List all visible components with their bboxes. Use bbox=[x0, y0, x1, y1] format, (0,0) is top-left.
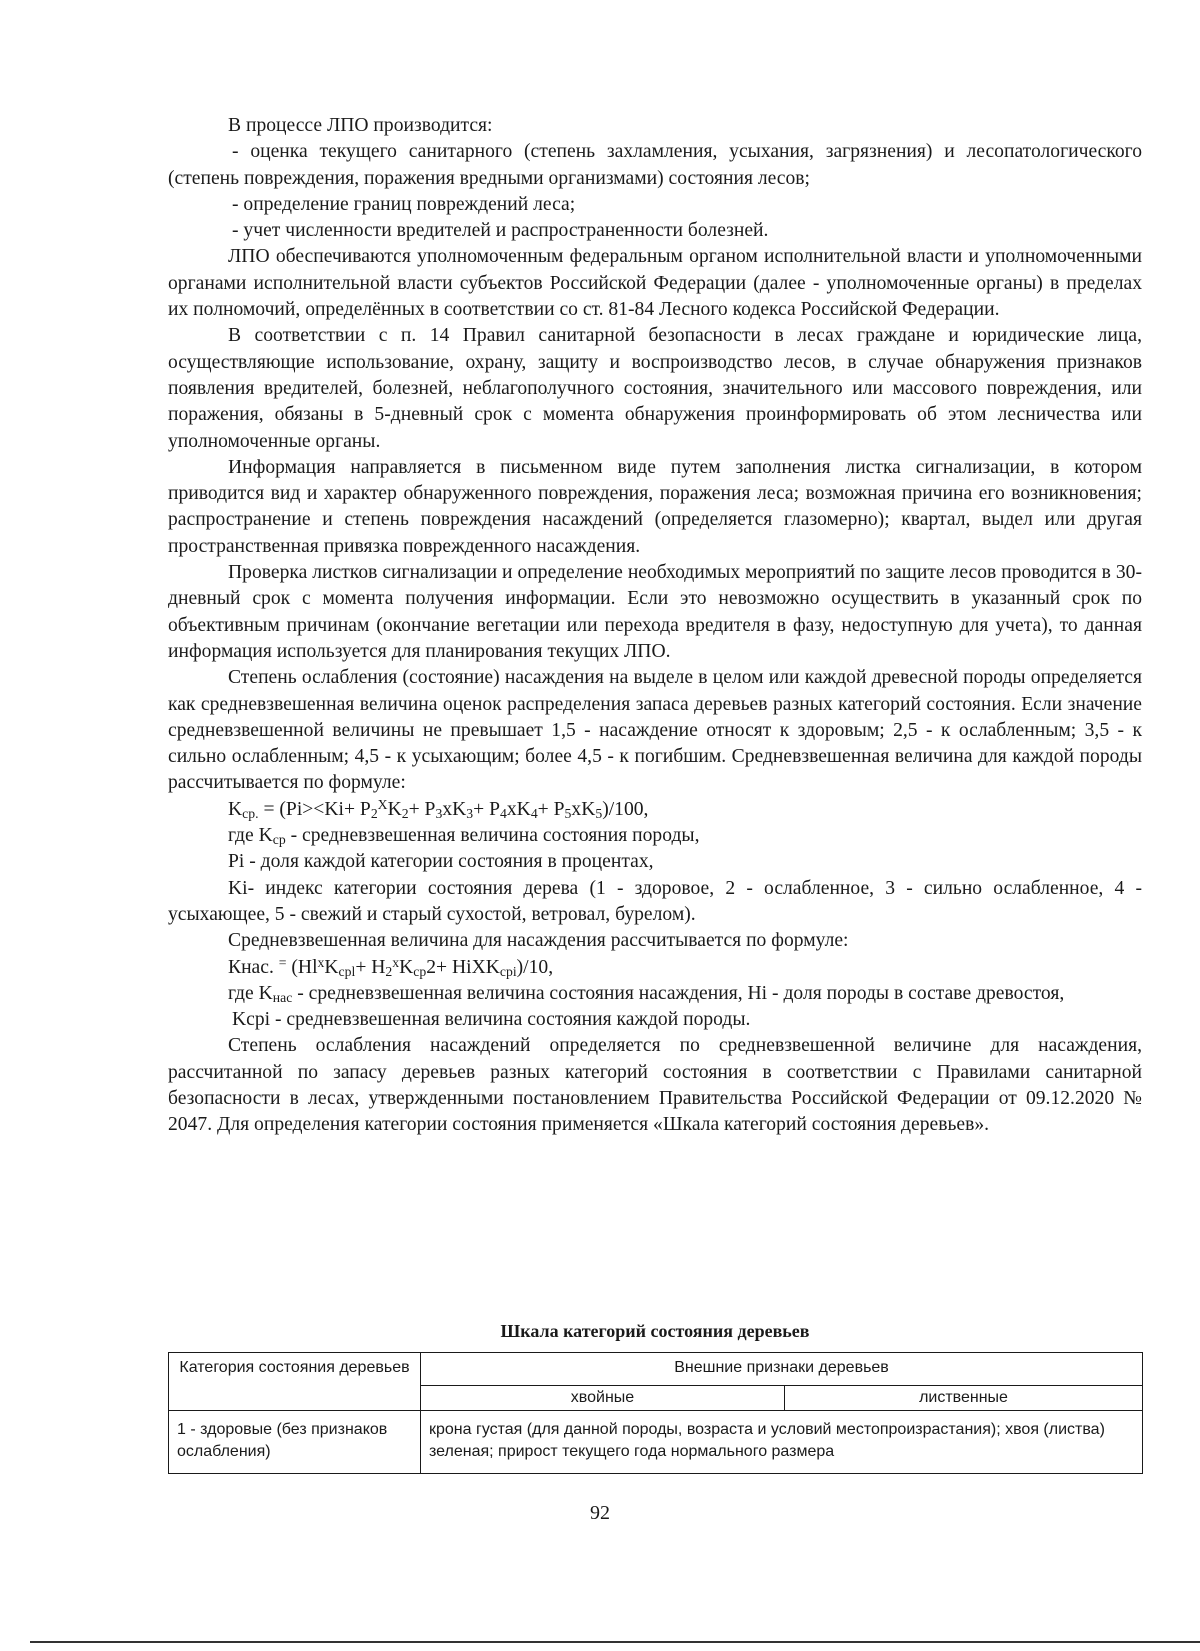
definition-kcpi: Kcpi - средневзвешенная величина состояния каждой породы. bbox=[232, 1009, 751, 1031]
header-deciduous: лиственные bbox=[785, 1386, 1143, 1411]
intro-line: В процессе ЛПО производится: bbox=[228, 115, 493, 136]
bullet-boundaries: - определение границ повреждений леса; bbox=[232, 193, 576, 215]
formula-species: $K_{ср.} = (Pi><Ki+ P_2^XK_2+ P_3xK_3+ P_4xK_4+ P_5xK_5)/100$, bbox=[228, 796, 649, 821]
paragraph-sanitary-rules: В соответствии с п. 14 Правил санитарной безопасности в лесах граждане и юридические лица, осуществляющие использование, охрану, защиту и воспроизводство лесов, в случае обнаружения признаков появления вредителей, болезней, неблагополучного состояния, значительного или массового повреждения, или поражения, обязаны в 5-дневный срок с момента обнаружения проинформировать об этом лесничества или уполномоченные органы. bbox=[168, 325, 1142, 452]
table-row bbox=[169, 1411, 1143, 1474]
table-header-row bbox=[169, 1353, 1143, 1386]
table-title: Шкала категорий состояния деревьев bbox=[500, 1321, 810, 1341]
paragraph-degree-of-weakening: Степень ослабления (состояние) насаждения на выделе в целом или каждой древесной породы определяется как средневзвешенная величина оценок распределения запаса деревьев разных категорий состояния. Если значение средневзвешенной величины не превышает 1,5 - насаждение относят к здоровым; 2,5 - к ослабленным; 3,5 - к сильно ослабленным; 4,5 - к усыхающим; более 4,5 - к погибшим. Средневзвешенная величина для каждой породы рассчитывается по формуле: bbox=[168, 667, 1142, 794]
row-category-healthy: 1 - здоровые (без признаков ослабления) bbox=[169, 1411, 421, 1474]
bullet-pest-count: - учет численности вредителей и распространенности болезней. bbox=[232, 220, 769, 242]
bullet-assessment: - оценка текущего санитарного (степень захламления, усыхания, загрязнения) и лесопатологического (степень повреждения, поражения вредными организмами) состояния лесов; bbox=[168, 141, 1142, 189]
tree-condition-scale-table bbox=[168, 1352, 1143, 1474]
definition-ki: Ki- индекс категории состояния дерева (1 - здоровое, 2 - ослабленное, 3 - сильно ослабленное, 4 - усыхающее, 5 - свежий и старый сухостой, ветровал, бурелом). bbox=[168, 877, 1142, 925]
row-signs-healthy: крона густая (для данной породы, возраста и условий местопроизрастания); хвоя (листва) зеленая; прирост текущего года нормального размера bbox=[421, 1411, 1143, 1474]
definition-pi: Pi - доля каждой категории состояния в процентах, bbox=[228, 851, 654, 873]
body-text bbox=[168, 113, 1142, 1139]
definition-knas: где $K_{нас}$ - средневзвешенная величина состояния насаждения, Hi - доля породы в составе древостоя, bbox=[228, 982, 1065, 1005]
header-category: Категория состояния деревьев bbox=[169, 1353, 421, 1411]
paragraph-final: Степень ослабления насаждений определяется по средневзвешенной величине для насаждения, рассчитанной по запасу деревьев разных категорий состояния в соответствии с Правилами санитарной безопасности в лесах, утвержденными постановлением Правительства Российской Федерации от 09.12.2020 № 2047. Для определения категории состояния применяется «Шкала категорий состояния деревьев». bbox=[168, 1035, 1142, 1136]
definition-kcp: где $K_{ср}$ - средневзвешенная величина состояния породы, bbox=[228, 825, 700, 848]
paragraph-signal-sheet: Информация направляется в письменном виде путем заполнения листка сигнализации, в котором приводится вид и характер обнаруженного повреждения, поражения леса; возможная причина его возникновения; распространение и степень повреждения насаждений (определяется глазомерно); квартал, выдел или другая пространственная привязка поврежденного насаждения. bbox=[168, 456, 1142, 557]
header-conifer: хвойные bbox=[421, 1386, 785, 1411]
paragraph-verification: Проверка листков сигнализации и определение необходимых мероприятий по защите лесов проводится в 30-дневный срок с момента получения информации. Если это невозможно осуществить в указанный срок по объективным причинам (окончание вегетации или перехода вредителя в фазу, недоступную для учета), то данная информация используется для планирования текущих ЛПО. bbox=[168, 562, 1142, 662]
paragraph-lpo-authorities: ЛПО обеспечиваются уполномоченным федеральным органом исполнительной власти и уполномоченными органами исполнительной власти субъектов Российской Федерации (далее - уполномоченные органы) в пределах их полномочий, определённых в соответствии со ст. 81-84 Лесного кодекса Российской Федерации. bbox=[168, 246, 1142, 321]
stand-formula-intro: Средневзвешенная величина для насаждения рассчитывается по формуле: bbox=[228, 930, 849, 952]
header-external-signs: Внешние признаки деревьев bbox=[421, 1353, 1143, 1386]
formula-stand: Кнас. = ($Hl^xK_{cpl}+ H_2^xK_{cp}2+$ HiXK$_{cpi}$)/10, bbox=[228, 954, 554, 979]
page-number: 92 bbox=[590, 1502, 610, 1524]
bottom-scan-edge-line bbox=[30, 1641, 1200, 1643]
